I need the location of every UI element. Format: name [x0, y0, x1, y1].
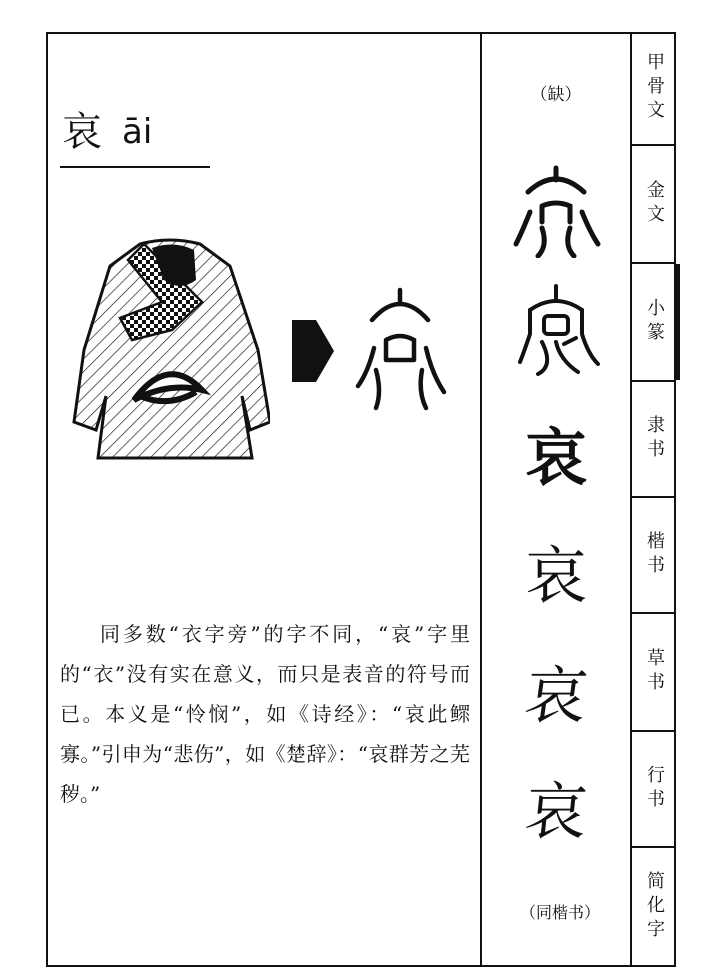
- running-script-glyph: 哀: [521, 775, 591, 848]
- tab-label: 隶书: [644, 415, 665, 463]
- heading-character: 哀: [62, 109, 102, 155]
- heading-underline: [60, 166, 210, 168]
- tab-label: 甲骨文: [644, 52, 665, 124]
- tab-small-seal: [632, 264, 676, 380]
- right-arrow-icon: [292, 320, 334, 382]
- tab-bronze: [632, 146, 676, 262]
- regular-script-glyph: 哀: [524, 539, 587, 612]
- seal-script-ai-icon: [352, 282, 448, 412]
- tab-label: 小篆: [644, 298, 665, 346]
- tab-running: [632, 732, 676, 846]
- tab-label: 楷书: [644, 531, 665, 579]
- column-divider: [480, 32, 482, 967]
- tab-oracle: [632, 32, 676, 144]
- small-seal-glyph: [508, 282, 604, 378]
- oracle-missing-note: （缺）: [530, 85, 582, 105]
- tab-clerical: [632, 382, 676, 496]
- tab-regular: [632, 498, 676, 612]
- heading-pinyin: āi: [122, 112, 153, 152]
- explanation-paragraph: [60, 614, 470, 814]
- explanation-text: 同多数“衣字旁”的字不同，“哀”字里的“衣”没有实在意义，而只是表音的符号而已。本义是“怜悯”，如《诗经》：“哀此鳏寡。”引申为“悲伤”，如《楚辞》：“哀群芳之芜秽。”: [60, 622, 470, 806]
- tab-label: 简化字: [644, 871, 665, 943]
- tab-label: 金文: [644, 180, 665, 228]
- tab-label: 草书: [644, 648, 665, 696]
- active-tab-marker: [676, 264, 680, 380]
- cursive-script-glyph: 哀: [519, 659, 593, 732]
- robe-with-mouth-icon: [70, 232, 270, 468]
- simplified-same-note: （同楷书）: [519, 903, 600, 922]
- bronze-script-glyph: [508, 162, 604, 258]
- clerical-script-glyph: 哀: [524, 421, 587, 494]
- tab-simplified: [632, 848, 676, 966]
- tab-cursive: [632, 614, 676, 730]
- tab-label: 行书: [644, 765, 665, 813]
